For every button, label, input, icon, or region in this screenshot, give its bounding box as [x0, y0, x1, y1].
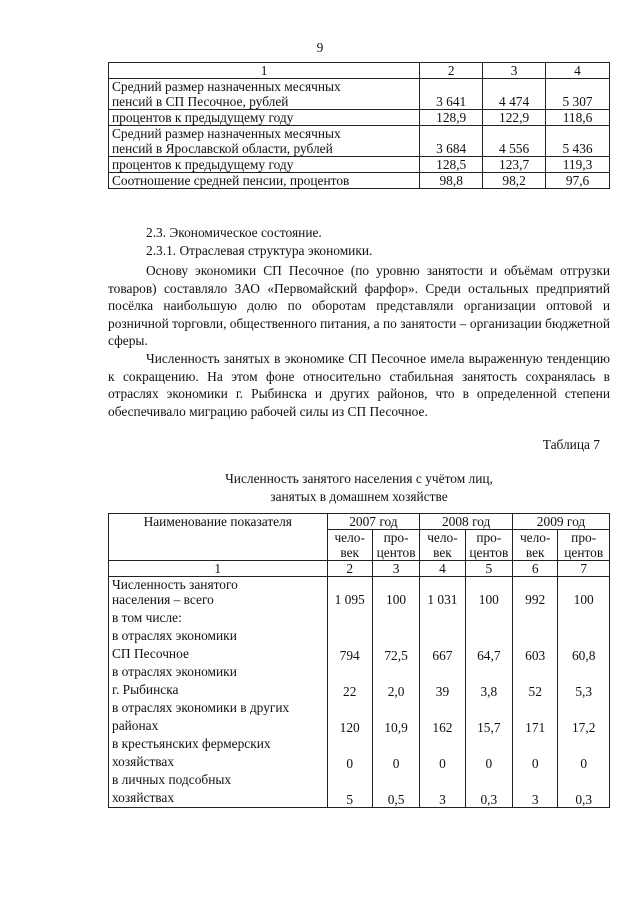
table-title: занятых в домашнем хозяйстве	[270, 489, 448, 504]
cell: 98,8	[420, 173, 483, 189]
table-label: Таблица 7	[542, 437, 600, 452]
table-row	[109, 157, 610, 173]
cell: 10,9	[372, 699, 419, 735]
header-cell: 1	[109, 63, 420, 79]
cell: 3 641	[420, 79, 483, 110]
table-row	[109, 79, 610, 110]
cell: 3	[513, 771, 558, 808]
cell: 17,2	[558, 699, 610, 735]
cell: 1 031	[420, 577, 465, 608]
row-label: в крестьянских фермерских хозяйствах	[109, 735, 328, 771]
col-number: 1	[109, 561, 328, 577]
table-row	[109, 699, 610, 735]
cell: 3,8	[465, 663, 512, 699]
cell	[513, 607, 558, 627]
page-number: 9	[316, 40, 324, 55]
cell: 128,5	[420, 157, 483, 173]
cell: 0,5	[372, 771, 419, 808]
cell: 162	[420, 699, 465, 735]
col-name-header: Наименование показателя	[109, 514, 328, 561]
row-label: процентов к предыдущему году	[109, 110, 420, 126]
people-subheader: чело- век	[420, 530, 465, 561]
year-header: 2007 год	[327, 514, 420, 530]
cell: 15,7	[465, 699, 512, 735]
section-heading: 2.3. Экономическое состояние.	[146, 225, 322, 240]
paragraph-employment: Численность занятых в экономике СП Песочное имела выраженную тенденцию к сокращению. На этом фоне относительно стабильная занятость сохранялась в отраслях экономики г. Рыбинска и других районов, что в определенной степени обеспечивало миграцию рабочей силы из СП Песочное.	[108, 351, 610, 419]
row-label: Средний размер назначенных месячных пенсий в СП Песочное, рублей	[109, 79, 420, 110]
cell: 97,6	[546, 173, 610, 189]
header-cell: 3	[483, 63, 546, 79]
cell: 3 684	[420, 126, 483, 157]
col-number: 4	[420, 561, 465, 577]
cell: 603	[513, 627, 558, 663]
cell: 120	[327, 699, 372, 735]
cell	[372, 607, 419, 627]
subsection-heading: 2.3.1. Отраслевая структура экономики.	[146, 243, 373, 258]
table-row	[109, 577, 610, 608]
row-label: процентов к предыдущему году	[109, 157, 420, 173]
header-cell: 2	[420, 63, 483, 79]
percent-subheader: про- центов	[372, 530, 419, 561]
paragraph-economy-base: Основу экономики СП Песочное (по уровню занятости и объёмам отгрузки товаров) составляло ЗАО «Первомайский фарфор». Среди остальных предприятий посёлка наибольшую долю по оборотам представляли организации оптовой и розничной торговли, общественного питания, а по занятости – организации бюджетной сферы.	[108, 263, 610, 348]
percent-subheader: про- центов	[558, 530, 610, 561]
table-title: Численность занятого населения с учётом лиц,	[225, 471, 493, 486]
cell: 992	[513, 577, 558, 608]
cell: 0,3	[465, 771, 512, 808]
percent-subheader: про- центов	[465, 530, 512, 561]
table-row	[109, 607, 610, 627]
row-label: Средний размер назначенных месячных пенсий в Ярославской области, рублей	[109, 126, 420, 157]
cell: 0	[558, 735, 610, 771]
people-subheader: чело- век	[327, 530, 372, 561]
cell: 0	[372, 735, 419, 771]
cell: 5 307	[546, 79, 610, 110]
employment-table	[108, 513, 610, 808]
row-label: Численность занятого населения – всего	[109, 577, 328, 608]
table-row	[109, 126, 610, 157]
table-number-row	[109, 561, 610, 577]
cell: 64,7	[465, 627, 512, 663]
cell: 123,7	[483, 157, 546, 173]
cell	[558, 607, 610, 627]
table-header-row	[109, 514, 610, 530]
cell: 5 436	[546, 126, 610, 157]
col-number: 2	[327, 561, 372, 577]
col-number: 5	[465, 561, 512, 577]
col-number: 3	[372, 561, 419, 577]
col-number: 7	[558, 561, 610, 577]
cell: 4 556	[483, 126, 546, 157]
cell	[327, 607, 372, 627]
cell: 72,5	[372, 627, 419, 663]
cell: 2,0	[372, 663, 419, 699]
cell	[420, 607, 465, 627]
pension-table	[108, 62, 610, 189]
cell: 0	[513, 735, 558, 771]
cell: 22	[327, 663, 372, 699]
table-row	[109, 771, 610, 808]
cell: 128,9	[420, 110, 483, 126]
table-header-row	[109, 63, 610, 79]
header-cell: 4	[546, 63, 610, 79]
row-label: Соотношение средней пенсии, процентов	[109, 173, 420, 189]
cell: 122,9	[483, 110, 546, 126]
cell: 0,3	[558, 771, 610, 808]
cell: 3	[420, 771, 465, 808]
table-row	[109, 627, 610, 663]
col-number: 6	[513, 561, 558, 577]
row-label: в личных подсобных хозяйствах	[109, 771, 328, 808]
cell: 5	[327, 771, 372, 808]
cell: 39	[420, 663, 465, 699]
row-label: в отраслях экономики в других районах	[109, 699, 328, 735]
cell: 1 095	[327, 577, 372, 608]
cell: 0	[420, 735, 465, 771]
table-row	[109, 173, 610, 189]
cell: 60,8	[558, 627, 610, 663]
cell	[465, 607, 512, 627]
cell: 794	[327, 627, 372, 663]
cell: 119,3	[546, 157, 610, 173]
cell: 667	[420, 627, 465, 663]
cell: 171	[513, 699, 558, 735]
people-subheader: чело- век	[513, 530, 558, 561]
cell: 0	[327, 735, 372, 771]
cell: 52	[513, 663, 558, 699]
cell: 100	[372, 577, 419, 608]
cell: 4 474	[483, 79, 546, 110]
table-row	[109, 663, 610, 699]
cell: 5,3	[558, 663, 610, 699]
cell: 100	[465, 577, 512, 608]
row-label: в отраслях экономики г. Рыбинска	[109, 663, 328, 699]
row-label: в отраслях экономики СП Песочное	[109, 627, 328, 663]
cell: 100	[558, 577, 610, 608]
year-header: 2008 год	[420, 514, 513, 530]
cell: 0	[465, 735, 512, 771]
cell: 98,2	[483, 173, 546, 189]
year-header: 2009 год	[513, 514, 610, 530]
cell: 118,6	[546, 110, 610, 126]
table-row	[109, 110, 610, 126]
row-label: в том числе:	[109, 607, 328, 627]
table-row	[109, 735, 610, 771]
